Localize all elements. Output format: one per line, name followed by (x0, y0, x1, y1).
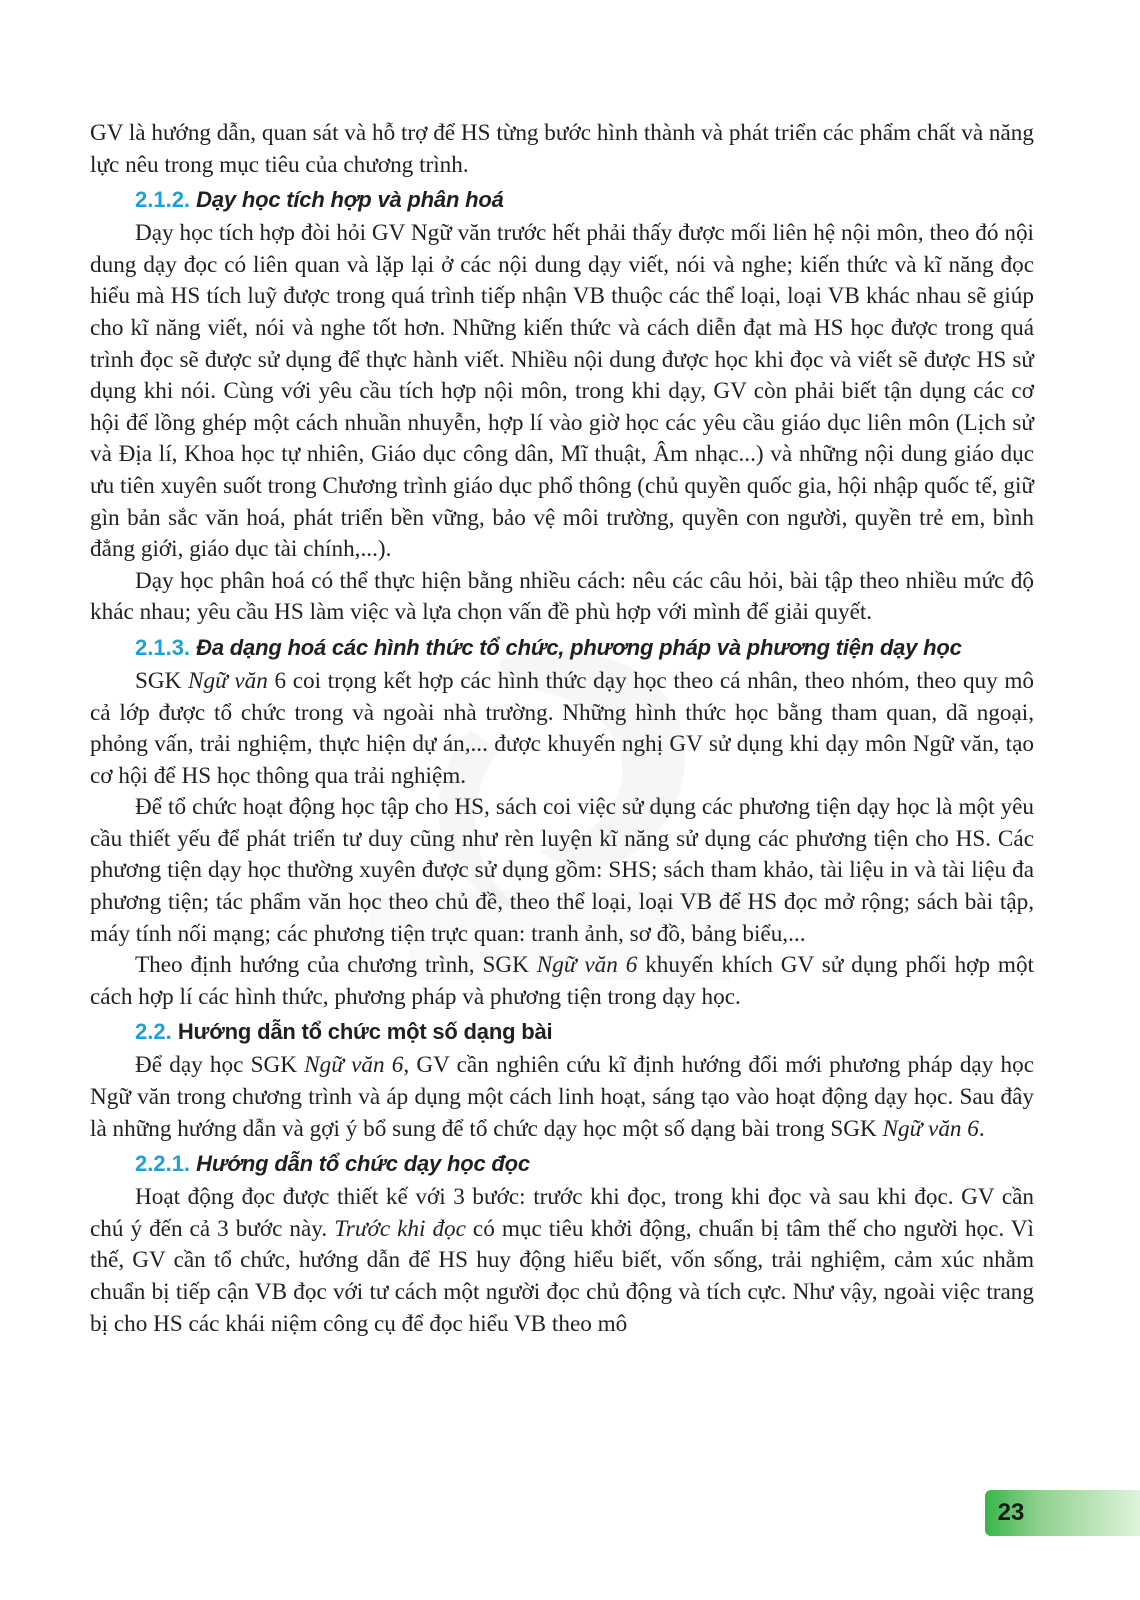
paragraph-integration: Dạy học tích hợp đòi hỏi GV Ngữ văn trước hết phải thấy được mối liên hệ nội môn, theo đó nội dung dạy đọc có liên quan và lặp lại ở các nội dung dạy viết, nói và nghe; kiến thức và kĩ năng đọc hiểu mà HS tích luỹ được trong quá trình tiếp nhận VB thuộc các thể loại, loại VB khác nhau sẽ giúp cho kĩ năng viết, nói và nghe tốt hơn. Những kiến thức và cách diễn đạt mà HS học được trong quá trình đọc sẽ được sử dụng để thực hành viết. Nhiều nội dung được học khi đọc và viết sẽ được HS sử dụng khi nói. Cùng với yêu cầu tích hợp nội môn, trong khi dạy, GV còn phải biết tận dụng các cơ hội để lồng ghép một cách nhuần nhuyễn, hợp lí vào giờ học các yêu cầu giáo dục liên môn (Lịch sử và Địa lí, Khoa học tự nhiên, Giáo dục công dân, Mĩ thuật, Âm nhạc...) và những nội dung giáo dục ưu tiên xuyên suốt trong Chương trình giáo dục phổ thông (chủ quyền quốc gia, hội nhập quốc tế, giữ gìn bản sắc văn hoá, phát triển bền vững, bảo vệ môi trường, quyền con người, quyền trẻ em, bình đẳng giới, giáo dục tài chính,...). (90, 220, 1034, 563)
paragraph-guidance (90, 1050, 1034, 1145)
page-body (90, 118, 1034, 1340)
heading-number: 2.2. (135, 1019, 172, 1045)
heading-title: Hướng dẫn tổ chức dạy học đọc (196, 1151, 530, 1177)
heading-2-1-3 (135, 632, 1034, 663)
heading-number: 2.1.3. (135, 634, 191, 660)
paragraph-orientation (90, 950, 1034, 1013)
book-title: Ngữ văn (188, 667, 268, 694)
paragraph-means: Để tổ chức hoạt động học tập cho HS, sách coi việc sử dụng các phương tiện dạy học là một yêu cầu thiết yếu để phát triển tư duy cũng như rèn luyện kĩ năng sử dụng các phương tiện cho HS. Các phương tiện dạy học thường xuyên được sử dụng gồm: SHS; sách tham khảo, tài liệu in và tài liệu đa phương tiện; tác phẩm văn học theo chủ đề, theo thể loại, loại VB để HS đọc mở rộng; sách bài tập, máy tính nối mạng; các phương tiện trực quan: tranh ảnh, sơ đồ, bảng biểu,... (90, 794, 1034, 947)
paragraph-differentiation: Dạy học phân hoá có thể thực hiện bằng nhiều cách: nêu các câu hỏi, bài tập theo nhiều mức độ khác nhau; yêu cầu HS làm việc và lựa chọn vấn đề phù hợp với mình để giải quyết. (90, 567, 1034, 626)
text-run: khuyến khích GV sử dụng phối hợp một cách hợp lí các hình thức, phương pháp và phương tiện trong dạy học. (90, 952, 1034, 1010)
book-title: Ngữ văn 6 (304, 1052, 404, 1079)
heading-number: 2.2.1. (135, 1151, 191, 1177)
paragraph-continuation: GV là hướng dẫn, quan sát và hỗ trợ để HS từng bước hình thành và phát triển các phẩm chất và năng lực nêu trong mục tiêu của chương trình. (90, 120, 1034, 178)
text-run: Để dạy học SGK (135, 1052, 305, 1079)
text-run: , GV cần nghiên cứu kĩ định hướng đổi mới phương pháp dạy học Ngữ văn trong chương trình và áp dụng một cách linh hoạt, sáng tạo vào hoạt động dạy học. Sau đây là những hướng dẫn và gợi ý bổ sung để tổ chức dạy học một số dạng bài trong SGK (90, 1052, 1034, 1142)
heading-title: Dạy học tích hợp và phân hoá (196, 187, 504, 213)
paragraph-forms (90, 666, 1034, 792)
heading-title: Hướng dẫn tổ chức một số dạng bài (177, 1019, 553, 1045)
heading-2-2 (135, 1016, 1034, 1047)
page-number-tab (985, 1490, 1140, 1536)
heading-number: 2.1.2. (135, 187, 191, 213)
book-title: Ngữ văn 6 (882, 1115, 979, 1142)
text-run: Theo định hướng của chương trình, SGK (135, 952, 537, 979)
heading-2-2-1 (135, 1148, 1034, 1179)
text-run: 6 coi trọng kết hợp các hình thức dạy học theo cá nhân, theo nhóm, theo quy mô cả lớp được tổ chức trong và ngoài nhà trường. Những hình thức học bằng tham quan, dã ngoại, phỏng vấn, trải nghiệm, thực hiện dự án,... được khuyến nghị GV sử dụng khi dạy môn Ngữ văn, tạo cơ hội để HS học thông qua trải nghiệm. (90, 667, 1035, 789)
emphasis-text: Trước khi đọc (334, 1215, 466, 1242)
text-run: có mục tiêu khởi động, chuẩn bị tâm thế cho người học. Vì thế, GV cần tổ chức, hướng dẫn để HS huy động hiểu biết, vốn sống, trải nghiệm, cảm xúc nhằm chuẩn bị tiếp cận VB đọc với tư cách một người đọc chủ động và tích cực. Như vậy, ngoài việc trang bị cho HS các khái niệm công cụ để đọc hiểu VB theo mô (90, 1215, 1034, 1337)
heading-title: Đa dạng hoá các hình thức tổ chức, phương pháp và phương tiện dạy học (196, 634, 962, 660)
page-number: 23 (997, 1499, 1025, 1526)
book-title: Ngữ văn 6 (536, 952, 638, 979)
heading-2-1-2 (135, 184, 1034, 215)
text-run: SGK (135, 667, 189, 694)
text-run: Hoạt động đọc được thiết kế với 3 bước: trước khi đọc, trong khi đọc và sau khi đọc. GV cần chú ý đến cả 3 bước này. (90, 1184, 1034, 1242)
paragraph-reading (90, 1182, 1034, 1340)
text-run: . (978, 1115, 985, 1142)
